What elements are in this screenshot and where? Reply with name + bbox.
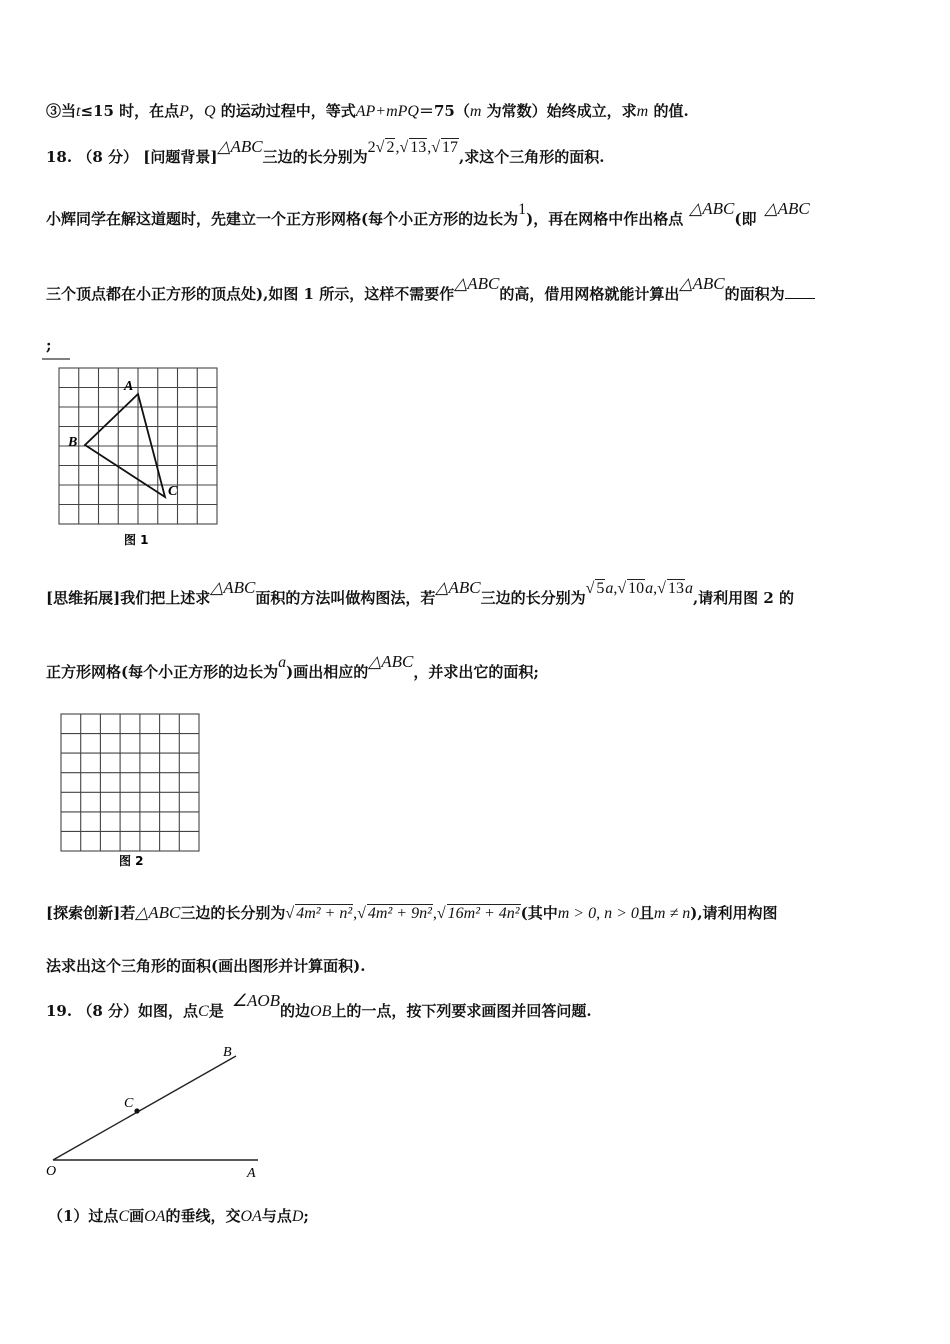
radicand: 4m² + 9n² <box>367 905 432 922</box>
text: 的垂线，交 <box>165 1207 241 1225</box>
var-c: C <box>118 1208 130 1225</box>
var-t: t <box>76 103 81 120</box>
section-tag: [问题背景] <box>143 148 218 166</box>
sep: , <box>653 580 658 597</box>
text: 的面积为 <box>724 285 785 303</box>
q18-line3 <box>46 274 815 305</box>
triangle-abc: △ABC <box>135 903 181 922</box>
figure-2-caption: 图 2 <box>119 854 144 868</box>
var-oa: OA <box>144 1208 166 1225</box>
triangle-abc: △ABC <box>435 578 481 597</box>
triangle-abc: △ABC <box>454 274 500 293</box>
text: 上的一点，按下列要求画图并回答问题. <box>331 1002 592 1020</box>
label-c: C <box>124 1096 134 1111</box>
text: 画 <box>129 1207 145 1225</box>
label-o: O <box>46 1164 57 1179</box>
answer-blank[interactable] <box>785 284 815 299</box>
text: ， <box>188 102 204 120</box>
coef: 2 <box>367 139 376 156</box>
text: ,请利用图 2 的 <box>692 589 795 607</box>
text: 与点 <box>261 1207 292 1225</box>
q18-line1 <box>46 137 605 169</box>
text: )画出相应的 <box>286 663 369 681</box>
text: （8 分）如图，点 <box>77 1002 199 1020</box>
grid-lines <box>61 714 199 851</box>
radicand: 16m² + 4n² <box>447 905 520 922</box>
text: )，再在网格中作出格点 <box>526 210 684 228</box>
side-lengths <box>586 579 693 597</box>
text: 的值. <box>648 102 689 120</box>
equation-expr: AP+mPQ <box>355 103 419 120</box>
radicand: 13 <box>667 580 684 597</box>
sqrt-sign: √ <box>657 580 666 597</box>
sep: , <box>353 905 358 922</box>
sqrt-sign: √ <box>617 580 627 597</box>
var-a: a <box>605 580 614 597</box>
unit-one: 1 <box>518 201 527 218</box>
point-c <box>134 1108 139 1113</box>
text: 面积的方法叫做构图法，若 <box>255 589 436 607</box>
text: 法求出这个三角形的面积(画出图形并计算面积). <box>46 957 366 975</box>
text: 的高，借用网格就能计算出 <box>499 285 680 303</box>
q18-line4 <box>46 578 795 610</box>
triangle-abc: △ABC <box>689 199 735 218</box>
figure-1-caption: 图 1 <box>124 533 149 547</box>
circle-number: ③ <box>46 102 62 120</box>
text: 的边 <box>280 1002 311 1020</box>
var-a: a <box>645 580 654 597</box>
sqrt-sign: √ <box>399 139 409 156</box>
text: 小辉同学在解这道题时，先建立一个正方形网格(每个小正方形的边长为 <box>46 210 519 228</box>
condition: m ≠ n <box>653 905 691 922</box>
var-c: C <box>198 1003 209 1020</box>
q18-line2 <box>46 199 810 231</box>
triangle-abc: △ABC <box>217 137 263 156</box>
ray-ob <box>53 1056 236 1160</box>
q19-sub1 <box>48 1205 309 1228</box>
semicolon-line <box>46 334 52 356</box>
var-m: m <box>636 103 649 120</box>
triangle-abc: △ABC <box>210 578 256 597</box>
radicand: 10 <box>628 580 645 597</box>
sep: , <box>432 905 437 922</box>
var-oa: OA <box>240 1208 262 1225</box>
text: 三边的长分别为 <box>180 904 286 922</box>
var-d: D <box>291 1208 304 1225</box>
label-c: C <box>168 484 178 499</box>
text: （1）过点 <box>48 1207 119 1225</box>
sqrt-sign: √ <box>585 580 595 597</box>
sqrt-sign: √ <box>431 139 440 156</box>
section-tag: [思维拓展]我们把上述求 <box>46 589 211 607</box>
section-tag: [探索创新]若 <box>46 904 136 922</box>
q17-part3-line <box>46 100 689 123</box>
side-lengths <box>285 904 520 922</box>
text: 为常数）始终成立，求 <box>481 102 637 120</box>
text: 当 <box>61 102 77 120</box>
text: 且 <box>638 904 654 922</box>
figure-angle-aob <box>40 1040 280 1185</box>
radicand: 5 <box>596 580 605 597</box>
condition: m > 0, n > 0 <box>557 905 639 922</box>
grid-lines <box>59 368 217 524</box>
radicand: 2 <box>386 139 395 156</box>
text: 的运动过程中，等式 <box>215 102 356 120</box>
var-q: Q <box>203 103 216 120</box>
text: ),请利用构图 <box>690 904 778 922</box>
text: ; <box>303 1207 309 1225</box>
q19-line1 <box>46 991 592 1023</box>
text: 三个顶点都在小正方形的顶点处),如图 1 所示，这样不需要作 <box>46 285 455 303</box>
label-a: A <box>247 1166 256 1181</box>
var-p: P <box>179 103 189 120</box>
text: ; <box>46 336 52 354</box>
text: 是 <box>208 1002 224 1020</box>
triangle-abc: △ABC <box>679 274 725 293</box>
text: (即 <box>734 210 757 228</box>
text: 正方形网格(每个小正方形的边长为 <box>46 663 279 681</box>
figure-2-grid <box>55 708 205 868</box>
sqrt-sign: √ <box>375 139 385 156</box>
radicand: 13 <box>410 139 427 156</box>
q18-line6 <box>46 902 778 925</box>
radicand: 17 <box>442 139 458 156</box>
var-a: a <box>684 580 693 597</box>
question-number: 19. <box>46 1002 73 1020</box>
figure-1-grid <box>40 358 230 553</box>
text: ≤15 时，在点 <box>80 102 180 120</box>
label-a: A <box>124 379 134 394</box>
text: ，并求出它的面积; <box>413 663 539 681</box>
angle-aob: ∠AOB <box>231 991 280 1010</box>
var-a: a <box>278 654 287 671</box>
var-ob: OB <box>310 1003 332 1020</box>
sep: , <box>613 580 618 597</box>
text: (其中 <box>520 904 558 922</box>
triangle-abc: △ABC <box>368 652 414 671</box>
text: 三边的长分别为 <box>262 148 368 166</box>
text: ＝75（ <box>418 102 470 120</box>
side-lengths <box>368 138 459 156</box>
sqrt-sign: √ <box>285 905 295 922</box>
sep: , <box>395 139 400 156</box>
sqrt-sign: √ <box>436 905 446 922</box>
triangle-abc: △ABC <box>764 199 810 218</box>
var-m: m <box>469 103 482 120</box>
sep: , <box>427 139 432 156</box>
radicand: 4m² + n² <box>296 905 353 922</box>
sqrt-sign: √ <box>357 905 366 922</box>
text: 三边的长分别为 <box>480 589 586 607</box>
label-b: B <box>223 1045 232 1060</box>
text: ,求这个三角形的面积. <box>459 148 605 166</box>
score: （8 分） <box>77 148 139 166</box>
label-b: B <box>68 435 78 450</box>
q18-line7 <box>46 955 365 977</box>
question-number: 18. <box>46 148 73 166</box>
q18-line5 <box>46 652 539 684</box>
